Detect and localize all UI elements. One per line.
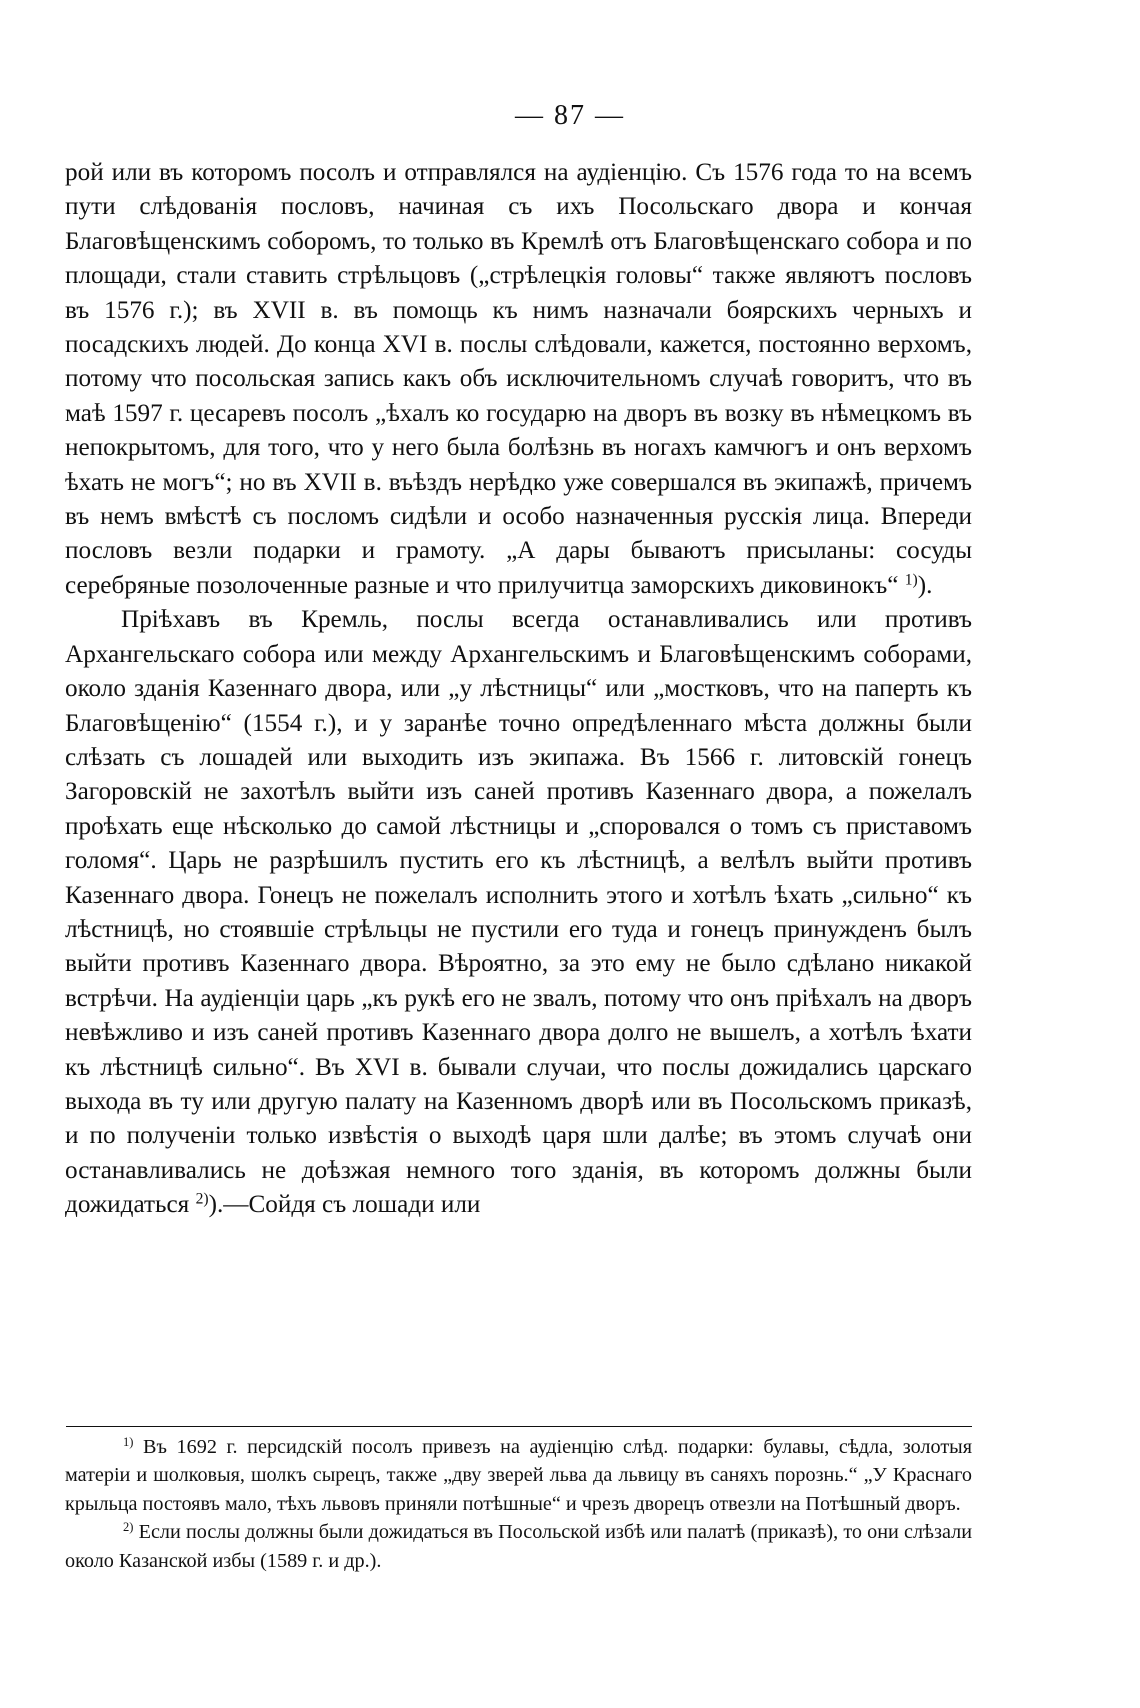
footnote-ref-2: 2) [195, 1190, 209, 1208]
paragraph-2 [65, 603, 972, 1222]
paragraph-1 [65, 156, 972, 603]
paragraph-2-text: Пріѣхавъ въ Кремль, послы всегда останавливались или противъ Архангельскаго собора или между Архангельскимъ и Благовѣщенскимъ соборами, около зданія Казеннаго двора, или „у лѣстницы“ или „мостковъ, что на паперть къ Благовѣщенію“ (1554 г.), и у заранѣе точно опредѣленнаго мѣста должны были слѣзать съ лошадей или выходить изъ экипажа. Въ 1566 г. литовскій гонецъ Загоровскій не захотѣлъ выйти изъ саней противъ Казеннаго двора, а пожелалъ проѣхать еще нѣсколько до самой лѣстницы и „споровался о томъ съ приставомъ голомя“. Царь не разрѣшилъ пустить его къ лѣстницѣ, а велѣлъ выйти противъ Казеннаго двора. Гонецъ не пожелалъ исполнить этого и хотѣлъ ѣхать „сильно“ къ лѣстницѣ, но стоявшіе стрѣльцы не пустили его туда и гонецъ принужденъ былъ выйти противъ Казеннаго двора. Вѣроятно, за это ему не было сдѣлано никакой встрѣчи. На аудіенціи царь „къ рукѣ его не звалъ, потому что онъ пріѣхалъ на дворъ невѣжливо и изъ саней противъ Казеннаго двора долго не вышелъ, а хотѣлъ ѣхати къ лѣстницѣ сильно“. Въ XVI в. бывали случаи, что послы дожидались царскаго выхода въ ту или другую палату на Казенномъ дворѣ или въ Посольскомъ приказѣ, и по полученіи только извѣстія о выходѣ царя шли далѣе; въ этомъ случаѣ они останавливались не доѣзжая немного того зданія, въ которомъ должны были дожидаться [65, 606, 972, 1219]
footnote-2-text: Если послы должны были дожидаться въ Посольской избѣ или палатѣ (приказѣ), то они слѣзали около Казанской избы (1589 г. и др.). [65, 1521, 972, 1572]
paragraph-1-tail: ). [917, 571, 933, 599]
footnote-ref-1: 1) [904, 571, 918, 589]
paragraph-1-text: рой или въ которомъ посолъ и отправлялся на аудіенцію. Съ 1576 года то на всемъ пути слѣдованія пословъ, начиная съ ихъ Посольскаго двора и кончая Благовѣщенскимъ соборомъ, то только въ Кремлѣ отъ Благовѣщенскаго собора и по площади, стали ставить стрѣльцовъ („стрѣлецкія головы“ также являютъ пословъ въ 1576 г.); въ XVII в. въ помощь къ нимъ назначали боярскихъ черныхъ и посадскихъ людей. До конца XVI в. послы слѣдовали, кажется, постоянно верхомъ, потому что посольская запись какъ объ исключительномъ случаѣ говоритъ, что въ маѣ 1597 г. цесаревъ посолъ „ѣхалъ ко государю на дворъ въ возку въ нѣмецкомъ въ непокрытомъ, для того, что у него была болѣзнь въ ногахъ камчюгъ и онъ верхомъ ѣхать не могъ“; но въ XVII в. въѣздъ нерѣдко уже совершался въ экипажѣ, причемъ въ немъ вмѣстѣ съ посломъ сидѣли и особо назначенныя русскія лица. Впереди пословъ везли подарки и грамоту. „А дары бываютъ присыланы: сосуды серебряные позолоченные разные и что прилучитца заморскихъ диковинокъ“ [65, 159, 972, 599]
footnotes [65, 1433, 972, 1575]
paragraph-2-tail: ).—Сойдя съ лошади или [208, 1191, 481, 1219]
page-number: — 87 — [515, 100, 625, 131]
footnote-divider [66, 1426, 972, 1427]
footnote-1 [65, 1433, 972, 1518]
footnote-1-text: Въ 1692 г. персидскій посолъ привезъ на аудіенцію слѣд. подарки: булавы, сѣдла, золотыя матеріи и шолковыя, шолкъ сырецъ, также „дву зверей льва да львицу въ саняхъ порознь.“ „У Краснаго крыльца постоявъ мало, тѣхъ львовъ приняли потѣшные“ и чрезъ дворецъ отвезли на Потѣшный дворъ. [65, 1436, 973, 1515]
footnote-marker-1: 1) [123, 1435, 134, 1450]
main-text [65, 156, 972, 1223]
footnote-marker-2: 2) [123, 1520, 134, 1535]
footnote-2 [65, 1518, 972, 1575]
